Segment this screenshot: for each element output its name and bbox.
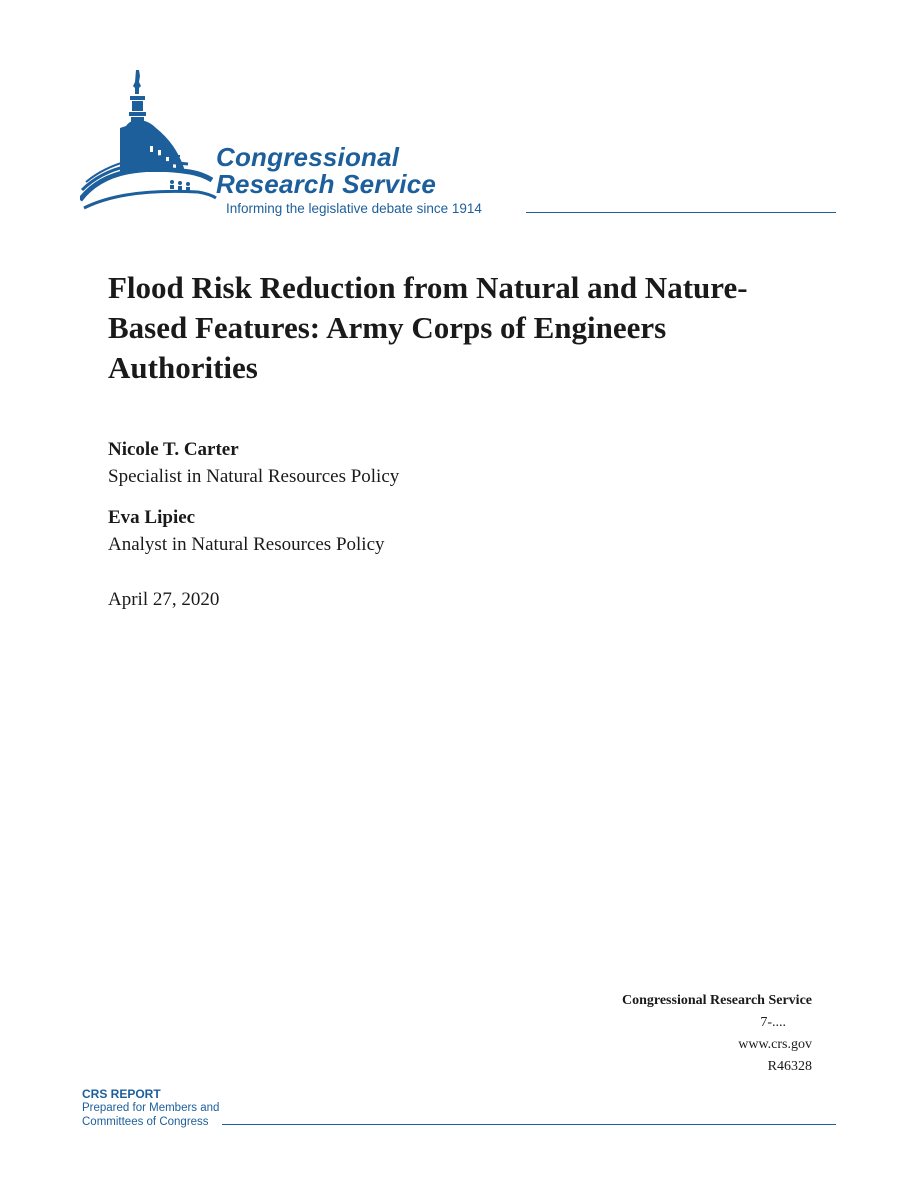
report-mark-line2: Committees of Congress [82, 1116, 209, 1128]
crs-org-name: Congressional Research Service [621, 993, 812, 1008]
author-role: Specialist in Natural Resources Policy [108, 466, 400, 487]
bottom-rule [222, 1124, 836, 1125]
author-name: Nicole T. Carter [108, 439, 239, 460]
capitol-dome-icon [80, 68, 220, 218]
crs-code: 7-.... [760, 1015, 786, 1030]
logo-name-line1: Congressional [216, 142, 400, 172]
authors-block [108, 436, 708, 572]
author-name: Eva Lipiec [108, 507, 196, 528]
report-number: R46328 [767, 1059, 812, 1074]
logo-name-line2: Research Service [216, 169, 437, 199]
author-entry [108, 436, 708, 490]
crs-logo [80, 68, 840, 220]
logo-rule [526, 212, 836, 213]
report-date: April 27, 2020 [108, 589, 220, 610]
crs-info-block [622, 990, 812, 1078]
report-mark-line1: Prepared for Members and [82, 1102, 220, 1114]
author-role: Analyst in Natural Resources Policy [108, 534, 385, 555]
logo-tagline: Informing the legislative debate since 1914 [226, 201, 482, 216]
author-entry [108, 504, 708, 558]
report-title: Flood Risk Reduction from Natural and Nature-Based Features: Army Corps of Engineers Authorities [108, 270, 748, 385]
report-mark-label: CRS REPORT [82, 1087, 161, 1101]
crs-logo-name [216, 144, 436, 198]
crs-website-link[interactable]: www.crs.gov [738, 1037, 812, 1052]
crs-report-mark [82, 1087, 219, 1129]
